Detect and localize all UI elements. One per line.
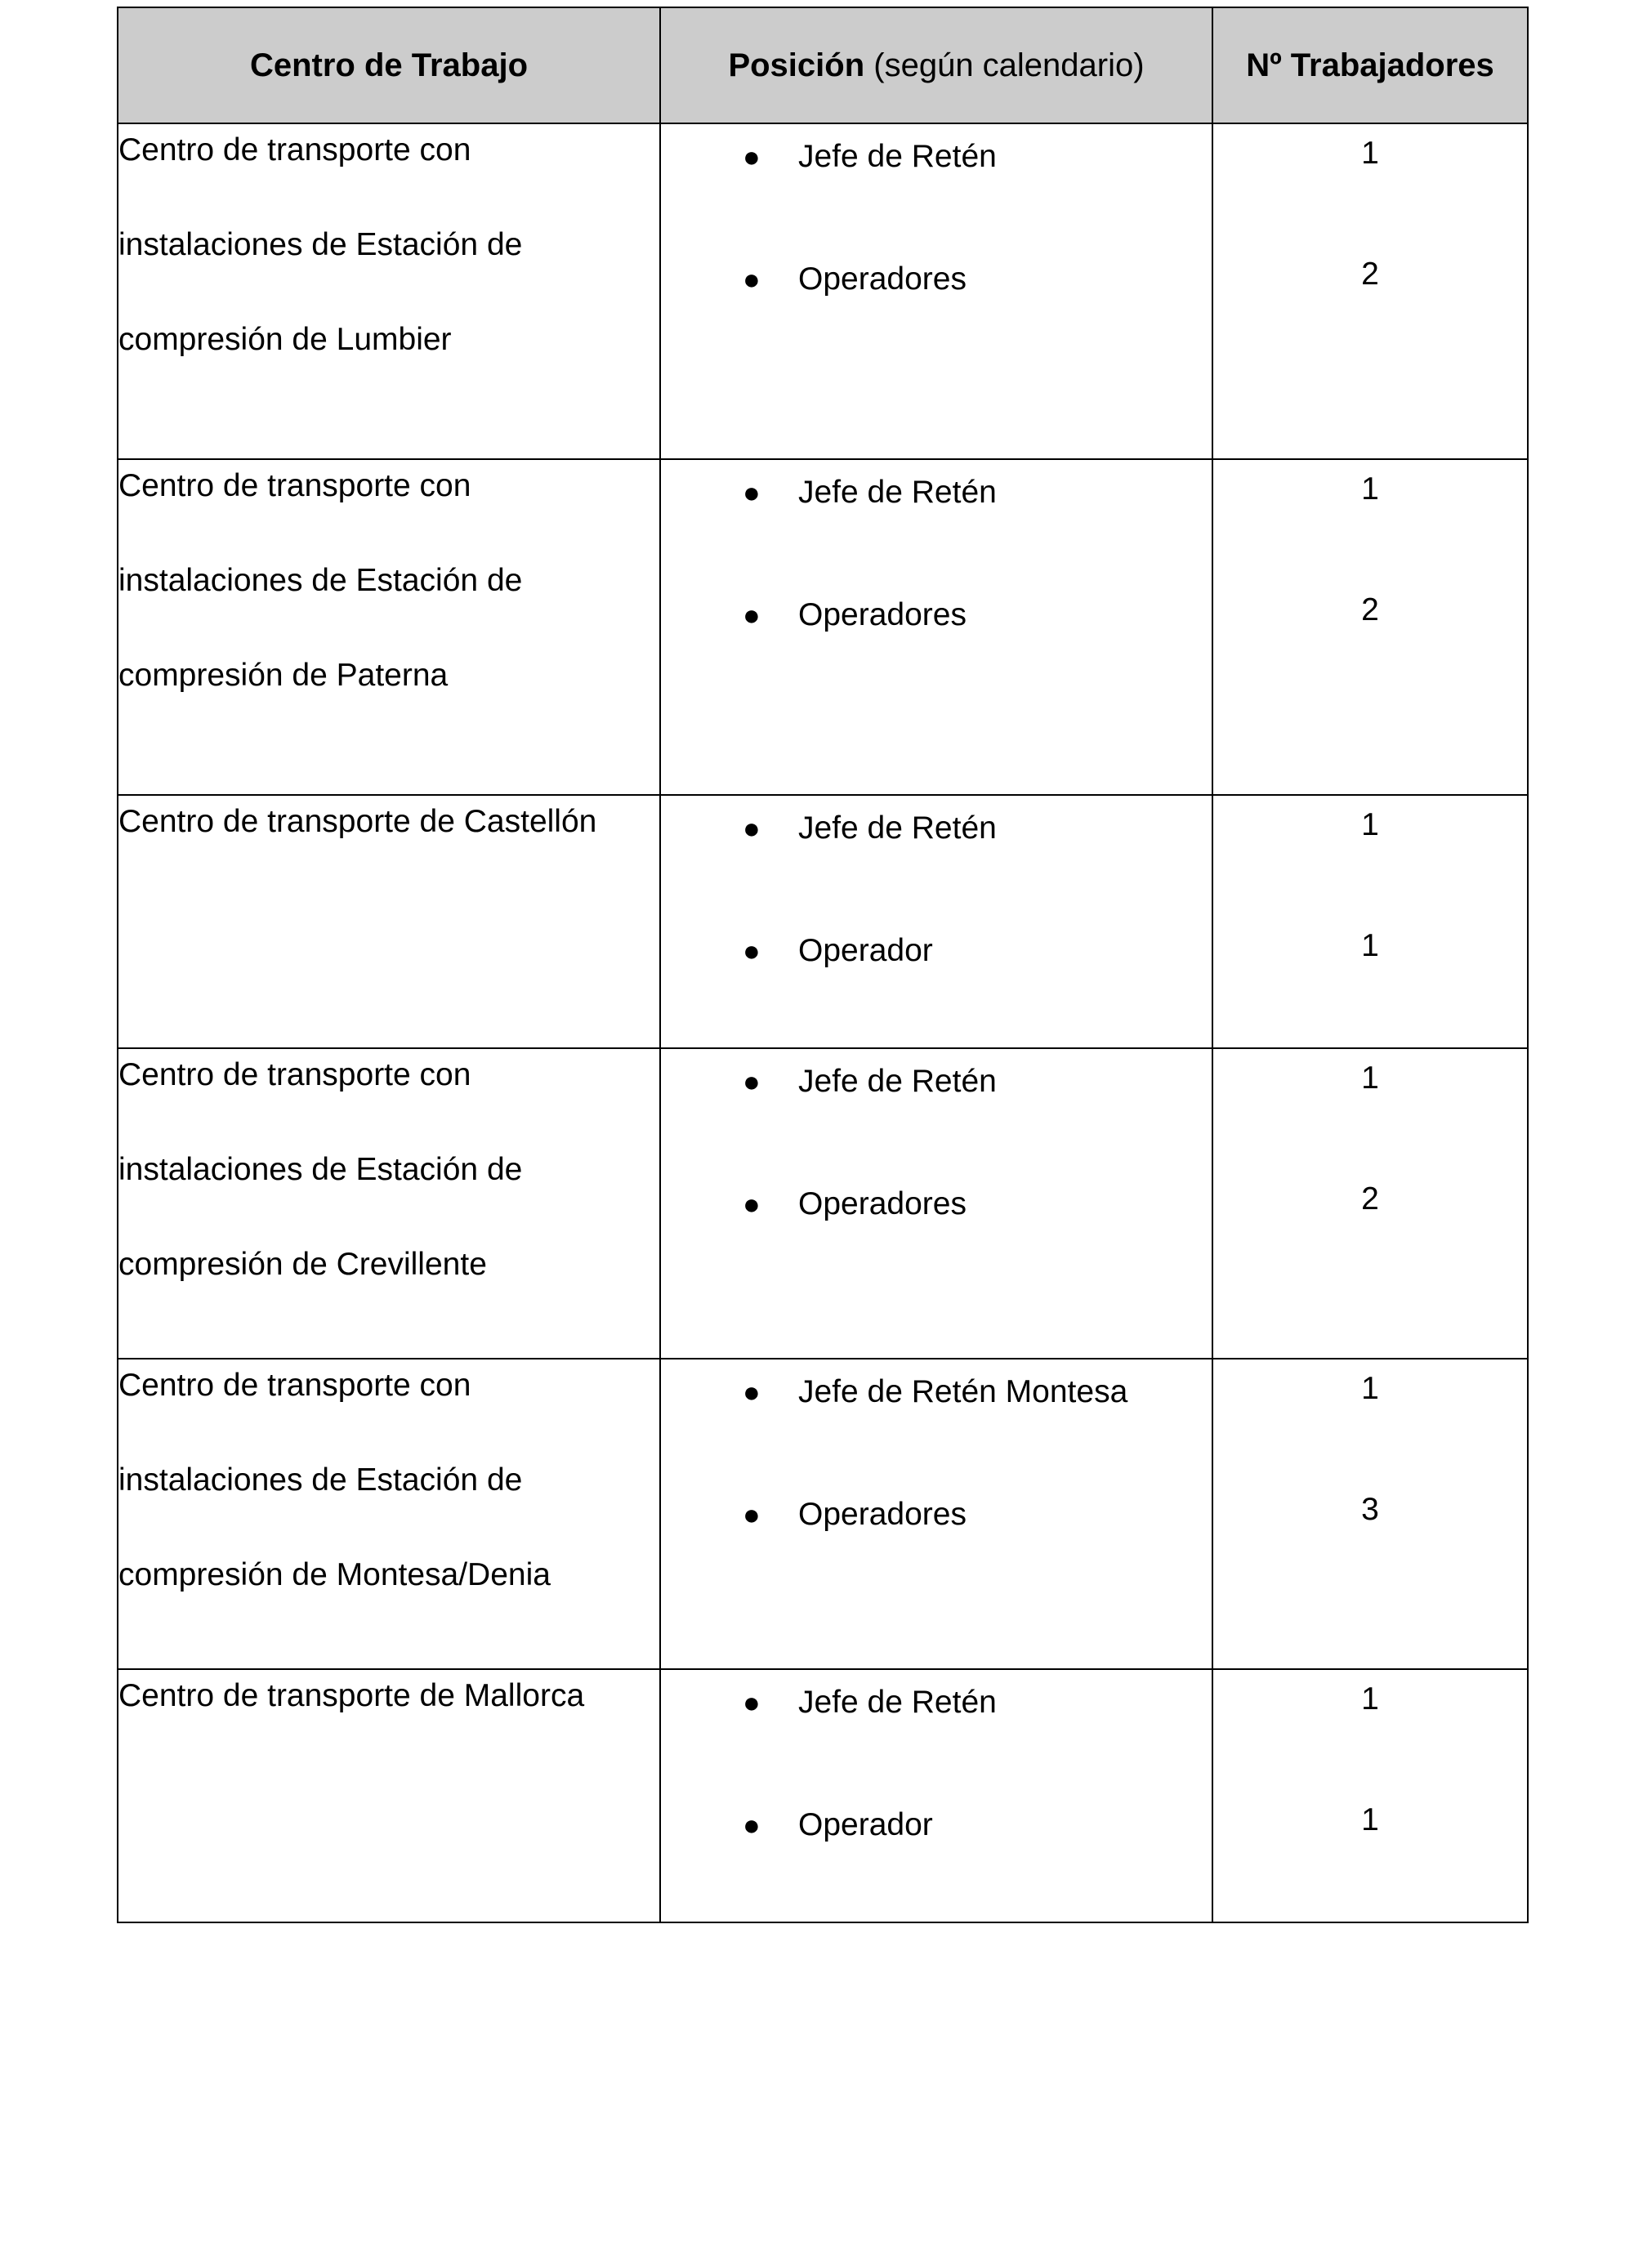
centro-line: Centro de transporte con [118,468,471,503]
centro-line: Centro de transporte de Mallorca [118,1678,585,1713]
table-row [118,1669,1528,1922]
worker-count: 1 [1361,807,1379,842]
cell-centro [118,1359,660,1669]
bullet-icon: ● [743,1685,761,1719]
list-item: ● Operadores [661,253,1212,376]
table-row [118,795,1528,1048]
cell-trabajadores [1212,1359,1528,1669]
list-item: ● Jefe de Retén [661,1676,1212,1799]
posicion-list [661,467,1212,712]
cell-trabajadores [1212,1669,1528,1922]
bullet-icon: ● [743,1808,761,1842]
list-item: ● Jefe de Retén [661,467,1212,589]
worker-count: 3 [1361,1492,1379,1527]
header-posicion-note: (según calendario) [864,47,1145,83]
list-item: ● Operadores [661,1178,1212,1301]
list-item: ● Jefe de Retén [661,1056,1212,1178]
cell-trabajadores [1212,459,1528,795]
centro-line: instalaciones de Estación de [118,1462,523,1498]
bullet-icon: ● [743,934,761,967]
worker-count: 1 [1361,471,1379,507]
posicion-list [661,1056,1212,1301]
posicion-list [661,802,1212,1047]
cell-trabajadores [1212,795,1528,1048]
trabajadores-list [1213,1675,1527,1917]
table-row [118,1048,1528,1359]
list-item: ● Jefe de Retén [661,802,1212,925]
posicion-list [661,1676,1212,1922]
centro-text [118,1028,659,1312]
cell-centro [118,795,660,1048]
worker-count: 1 [1361,1681,1379,1717]
centro-text [118,1649,659,1743]
centro-text [118,775,659,869]
cell-posicion [660,1048,1212,1359]
worker-count: 1 [1361,136,1379,171]
worker-count: 1 [1361,1802,1379,1837]
posicion-list [661,131,1212,376]
header-centro-de-trabajo: Centro de Trabajo [118,7,660,123]
centro-line: compresión de Montesa/Denia [118,1557,551,1592]
table-row [118,459,1528,795]
centro-line: instalaciones de Estación de [118,563,523,598]
cell-posicion [660,1669,1212,1922]
worker-count: 2 [1361,1181,1379,1217]
centro-line: compresión de Lumbier [118,322,452,357]
trabajadores-list [1213,465,1527,707]
centro-line: instalaciones de Estación de [118,1152,523,1187]
worker-count: 2 [1361,257,1379,292]
cell-centro [118,459,660,795]
list-item: ● Operadores [661,589,1212,712]
bullet-icon: ● [743,598,761,632]
header-posicion [660,7,1212,123]
list-item: ● Operador [661,1799,1212,1922]
table-row [118,1359,1528,1669]
centro-text [118,439,659,723]
cell-posicion [660,459,1212,795]
list-item: ● Operadores [661,1489,1212,1611]
bullet-icon: ● [743,140,761,173]
centro-line: Centro de transporte de Castellón [118,804,597,839]
centro-text [118,1338,659,1623]
bullet-icon: ● [743,1498,761,1531]
bullet-icon: ● [743,1065,761,1098]
trabajadores-list [1213,801,1527,1042]
posicion-list [661,1366,1212,1611]
worker-count: 1 [1361,928,1379,963]
list-item: ● Jefe de Retén Montesa [661,1366,1212,1489]
cell-centro [118,1048,660,1359]
centro-line: Centro de transporte con [118,1057,471,1092]
centro-line: Centro de transporte con [118,132,471,167]
centro-line: compresión de Crevillente [118,1247,487,1282]
list-item: ● Operador [661,925,1212,1047]
bullet-icon: ● [743,475,761,509]
centro-line: instalaciones de Estación de [118,227,523,262]
staffing-table [117,7,1529,1923]
centro-text [118,103,659,387]
cell-posicion [660,1359,1212,1669]
centro-line: compresión de Paterna [118,658,449,693]
worker-count: 1 [1361,1060,1379,1096]
header-num-trabajadores: Nº Trabajadores [1212,7,1528,123]
cell-trabajadores [1212,123,1528,459]
centro-line: Centro de transporte con [118,1368,471,1403]
bullet-icon: ● [743,262,761,296]
cell-centro [118,1669,660,1922]
header-posicion-bold: Posición [728,47,865,83]
worker-count: 1 [1361,1371,1379,1406]
cell-posicion [660,123,1212,459]
list-item: ● Jefe de Retén [661,131,1212,253]
bullet-icon: ● [743,1187,761,1221]
table-row [118,123,1528,459]
table-body [118,123,1528,1922]
worker-count: 2 [1361,592,1379,627]
bullet-icon: ● [743,1375,761,1409]
cell-posicion [660,795,1212,1048]
trabajadores-list [1213,1364,1527,1606]
cell-centro [118,123,660,459]
cell-trabajadores [1212,1048,1528,1359]
trabajadores-list [1213,129,1527,371]
trabajadores-list [1213,1054,1527,1296]
bullet-icon: ● [743,811,761,845]
